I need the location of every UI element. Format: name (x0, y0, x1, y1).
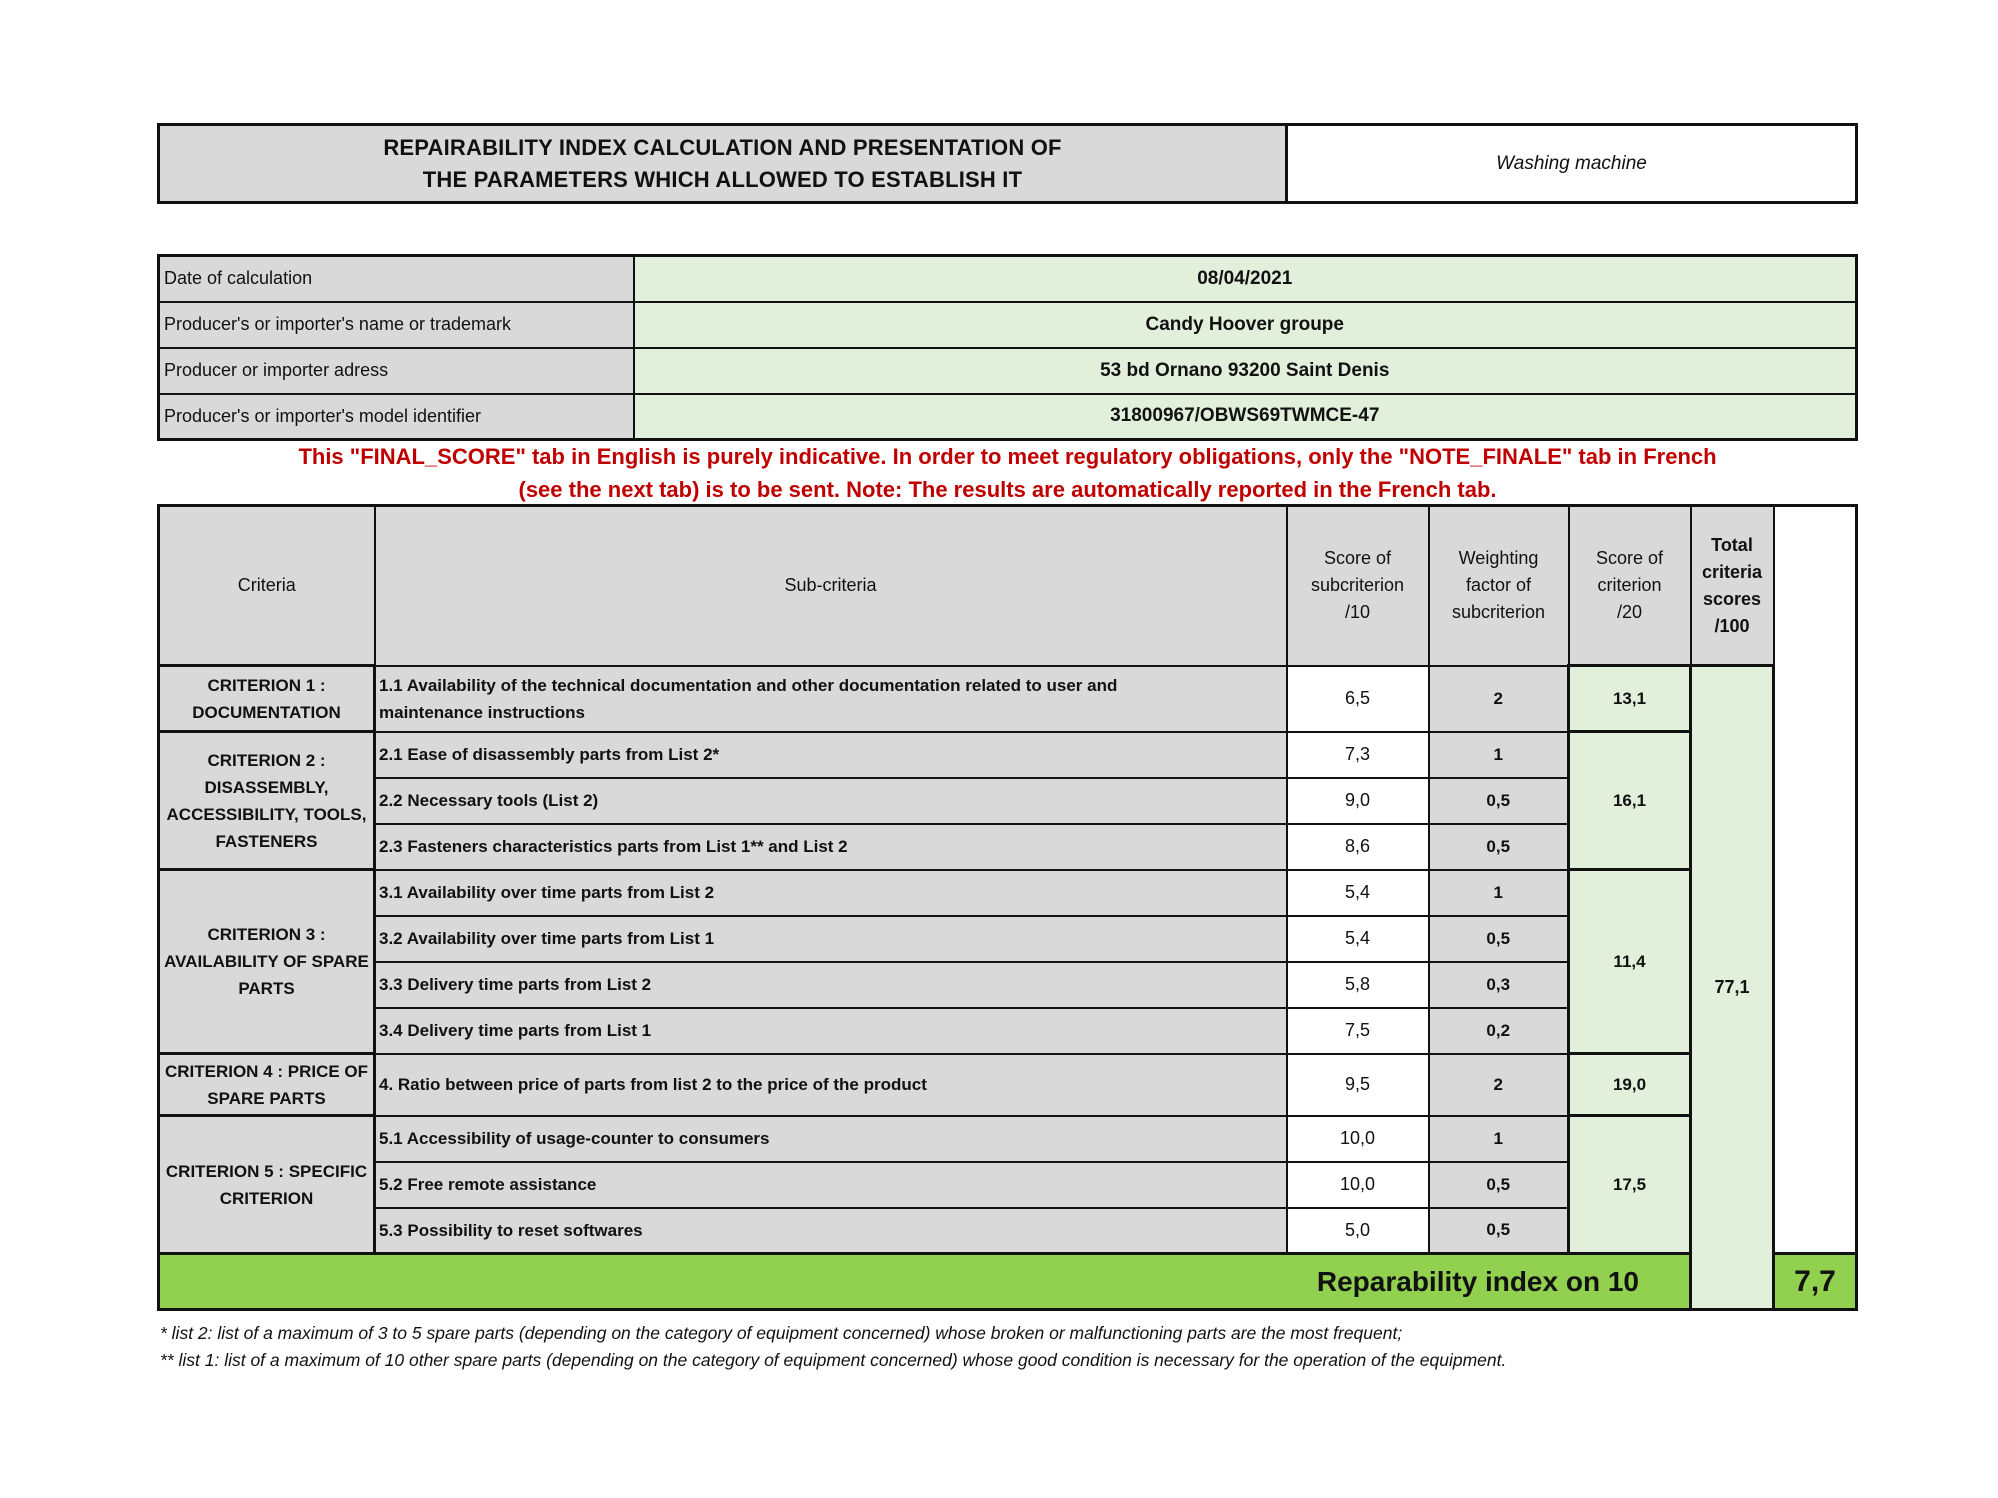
info-value: 08/04/2021 (634, 256, 1857, 302)
criterion-5-name (159, 1116, 375, 1254)
sub-weight: 1 (1429, 732, 1569, 778)
sub-text: maintenance instructions (379, 702, 585, 722)
sub-score: 5,4 (1287, 916, 1429, 962)
criterion-4-score: 19,0 (1569, 1054, 1691, 1116)
header-text: Score of (1595, 548, 1664, 568)
criterion-3-score: 11,4 (1569, 870, 1691, 1054)
sub-score: 7,3 (1287, 732, 1429, 778)
criterion-4-name (159, 1054, 375, 1116)
criterion-text: CRITERION 4 : PRICE OF (164, 1061, 369, 1081)
header-text: factor of (1465, 575, 1532, 596)
footnotes (160, 1320, 1861, 1374)
info-row (159, 348, 1857, 394)
footnote-list-2: * list 2: list of a maximum of 3 to 5 spare parts (depending on the category of equipment concerned) whose broken or malfunctioning parts are the most frequent; (160, 1323, 1403, 1343)
sub-criterion-3-1: 3.1 Availability over time parts from List 2 (375, 870, 1287, 916)
sub-criterion-3-2: 3.2 Availability over time parts from List 1 (375, 916, 1287, 962)
sub-score: 10,0 (1287, 1162, 1429, 1208)
sub-criterion-1-1 (375, 666, 1287, 732)
criterion-text: FASTENERS (215, 831, 318, 851)
sub-score: 8,6 (1287, 824, 1429, 870)
sub-criterion-3-4: 3.4 Delivery time parts from List 1 (375, 1008, 1287, 1054)
regulatory-notice (157, 440, 1858, 506)
sub-criterion-5-1: 5.1 Accessibility of usage-counter to consumers (375, 1116, 1287, 1162)
sub-criterion-2-3: 2.3 Fasteners characteristics parts from List 1** and List 2 (375, 824, 1287, 870)
info-value: 53 bd Ornano 93200 Saint Denis (634, 348, 1857, 394)
criterion-text: DOCUMENTATION (192, 702, 341, 722)
table-header-row (159, 506, 1857, 666)
notice-line-1: This "FINAL_SCORE" tab in English is purely indicative. In order to meet regulatory obligations, only the "NOTE_FINALE" tab in French (298, 444, 1717, 469)
info-value: Candy Hoover groupe (634, 302, 1857, 348)
sub-weight: 0,5 (1429, 1208, 1569, 1254)
sub-criterion-3-3: 3.3 Delivery time parts from List 2 (375, 962, 1287, 1008)
criterion-text: CRITERION (219, 1188, 314, 1208)
sub-weight: 2 (1429, 1054, 1569, 1116)
sub-score: 5,8 (1287, 962, 1429, 1008)
col-header-weight (1429, 506, 1569, 666)
criterion-text: SPARE PARTS (207, 1088, 326, 1108)
sub-criterion-5-3: 5.3 Possibility to reset softwares (375, 1208, 1287, 1254)
col-header-score-sub (1287, 506, 1429, 666)
info-label: Producer's or importer's name or trademark (159, 302, 634, 348)
criterion-text: DISASSEMBLY, (204, 777, 329, 797)
sub-score: 5,0 (1287, 1208, 1429, 1254)
header-text: Score of (1323, 548, 1392, 569)
info-row (159, 302, 1857, 348)
criterion-2-name (159, 732, 375, 870)
sub-weight: 0,5 (1429, 916, 1569, 962)
criterion-text: ACCESSIBILITY, TOOLS, (166, 804, 367, 824)
sub-criterion-2-1: 2.1 Ease of disassembly parts from List 2* (375, 732, 1287, 778)
header-text: /20 (1616, 602, 1643, 622)
info-row (159, 394, 1857, 440)
reparability-index-value: 7,7 (1774, 1254, 1857, 1310)
criterion-text: AVAILABILITY OF SPARE (164, 952, 369, 971)
col-header-total (1691, 506, 1774, 666)
sub-score: 7,5 (1287, 1008, 1429, 1054)
footnote-list-1: ** list 1: list of a maximum of 10 other spare parts (depending on the category of equipment concerned) whose good condition is necessary for the operation of the equipment. (160, 1350, 1507, 1370)
sub-score: 10,0 (1287, 1116, 1429, 1162)
criterion-text: CRITERION 2 : (207, 750, 326, 770)
index-row (159, 1254, 1857, 1310)
info-row (159, 256, 1857, 302)
title-line-2: THE PARAMETERS WHICH ALLOWED TO ESTABLISH IT (422, 166, 1023, 192)
col-header-score-crit (1569, 506, 1691, 666)
criterion-1-name (159, 666, 375, 732)
info-value: 31800967/OBWS69TWMCE-47 (634, 394, 1857, 440)
criterion-2-score: 16,1 (1569, 732, 1691, 870)
sub-weight: 0,3 (1429, 962, 1569, 1008)
producer-info-table (157, 254, 1858, 441)
sub-score: 6,5 (1287, 666, 1429, 732)
title-line-1: REPAIRABILITY INDEX CALCULATION AND PRESENTATION OF (383, 134, 1062, 160)
criterion-text: CRITERION 3 : (207, 925, 326, 944)
sub-score: 5,4 (1287, 870, 1429, 916)
header-text: subcriterion (1310, 575, 1405, 596)
sub-score: 9,0 (1287, 778, 1429, 824)
header-text: criterion (1597, 575, 1662, 595)
sub-text: 1.1 Availability of the technical documentation and other documentation related to user and (379, 675, 1118, 695)
criterion-1-score: 13,1 (1569, 666, 1691, 732)
sub-weight: 0,5 (1429, 824, 1569, 870)
sub-score: 9,5 (1287, 1054, 1429, 1116)
header-text: Total criteria (1701, 534, 1763, 582)
info-label: Date of calculation (159, 256, 634, 302)
criterion-text: CRITERION 1 : (207, 675, 326, 695)
sub-criterion-4: 4. Ratio between price of parts from list 2 to the price of the product (375, 1054, 1287, 1116)
table-row (159, 1054, 1857, 1116)
sub-weight: 1 (1429, 1116, 1569, 1162)
scores-table (157, 504, 1858, 1311)
header-text: subcriterion (1451, 602, 1546, 623)
criterion-text: CRITERION 5 : SPECIFIC (165, 1161, 368, 1181)
header-text: /10 (1344, 602, 1371, 623)
header-text: scores (1702, 588, 1762, 609)
product-category: Washing machine (1287, 125, 1857, 203)
sub-weight: 2 (1429, 666, 1569, 732)
info-label: Producer or importer adress (159, 348, 634, 394)
header-table (157, 123, 1858, 204)
notice-line-2: (see the next tab) is to be sent. Note: The results are automatically reported in the French tab. (518, 477, 1497, 502)
col-header-sub-criteria: Sub-criteria (375, 506, 1287, 666)
document-title (159, 125, 1287, 203)
sub-weight: 0,5 (1429, 778, 1569, 824)
criterion-text: PARTS (238, 979, 295, 998)
criterion-3-name (159, 870, 375, 1054)
reparability-index-label: Reparability index on 10 (159, 1254, 1691, 1310)
criterion-5-score: 17,5 (1569, 1116, 1691, 1254)
sub-weight: 0,5 (1429, 1162, 1569, 1208)
table-row (159, 732, 1857, 778)
header-text: Weighting (1458, 548, 1539, 569)
table-row (159, 1116, 1857, 1162)
table-row (159, 666, 1857, 732)
sub-criterion-5-2: 5.2 Free remote assistance (375, 1162, 1287, 1208)
total-criteria-score: 77,1 (1691, 666, 1774, 1310)
sub-criterion-2-2: 2.2 Necessary tools (List 2) (375, 778, 1287, 824)
info-label: Producer's or importer's model identifier (159, 394, 634, 440)
sub-weight: 0,2 (1429, 1008, 1569, 1054)
col-header-criteria: Criteria (159, 506, 375, 666)
header-text: /100 (1714, 615, 1750, 636)
sub-weight: 1 (1429, 870, 1569, 916)
table-row (159, 870, 1857, 916)
